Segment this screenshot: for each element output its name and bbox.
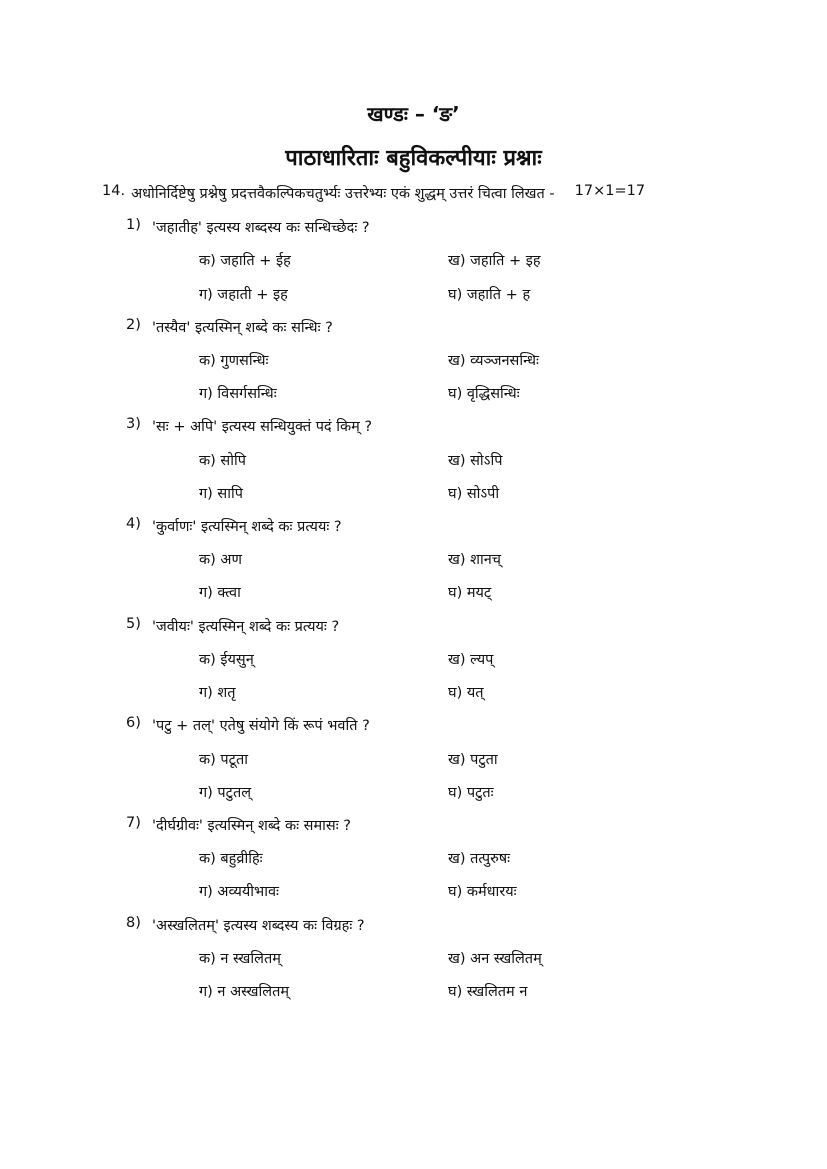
option-kha: ख) जहाति + इह (448, 253, 541, 269)
option-gha: घ) सोऽपी (448, 486, 500, 502)
option-gha: घ) स्खलितम न (448, 984, 528, 1000)
option-ga: ग) न अस्खलितम् (199, 984, 290, 1000)
question-text: 'कुर्वाणः' इत्यस्मिन् शब्दे कः प्रत्ययः ? (152, 519, 342, 535)
section-subtitle: पाठाधारिताः बहुविकल्पीयाः प्रश्नाः (285, 146, 542, 171)
instruction-number: 14. (102, 183, 126, 199)
option-ka: क) ईयसुन् (199, 652, 254, 668)
option-gha: घ) कर्मधारयः (448, 884, 517, 900)
instruction-text: अधोनिर्दिष्टेषु प्रश्नेषु प्रदत्तवैकल्पिकचतुर्भ्यः उत्तरेभ्यः एकं शुद्धम् उत्तरं चित्वा लिखत - (131, 186, 555, 202)
question-text: 'अस्खलितम्' इत्यस्य शब्दस्य कः विग्रहः ? (152, 918, 365, 934)
question-text: 'जवीयः' इत्यस्मिन् शब्दे कः प्रत्ययः ? (152, 619, 340, 635)
option-ga: ग) जहाती + इह (199, 287, 288, 303)
question-text-line (126, 416, 372, 436)
option-kha: ख) अन स्खलितम् (448, 951, 542, 967)
question-text: 'सः + अपि' इत्यस्य सन्धियुक्तं पदं किम् ? (152, 419, 373, 435)
option-kha: ख) व्यञ्जनसन्धिः (448, 353, 539, 369)
option-ka: क) जहाति + ईह (199, 253, 291, 269)
option-ka: क) गुणसन्धिः (199, 353, 269, 369)
option-kha: ख) सोऽपि (448, 453, 503, 469)
option-ka: क) अण (199, 552, 242, 568)
question-instruction (102, 183, 742, 203)
question-text-line (126, 915, 365, 935)
question-number: 3) (126, 416, 141, 432)
instruction-marks: 17×1=17 (574, 183, 646, 199)
option-ka: क) सोपि (199, 453, 246, 469)
question-text-line (126, 815, 351, 835)
question-text: 'तस्यैव' इत्यस्मिन् शब्दे कः सन्धिः ? (152, 320, 333, 336)
question-text-line (126, 715, 370, 735)
option-gha: घ) यत् (448, 685, 484, 701)
option-kha: ख) तत्पुरुषः (448, 851, 511, 867)
question-text-line (126, 217, 370, 237)
option-ga: ग) विसर्गसन्धिः (199, 386, 277, 402)
question-text: 'जहातीह' इत्यस्य शब्दस्य कः सन्धिच्छेदः ? (152, 220, 370, 236)
question-number: 4) (126, 516, 141, 532)
question-number: 7) (126, 815, 141, 831)
option-ga: ग) अव्ययीभावः (199, 884, 279, 900)
option-ga: ग) पटुतल् (199, 785, 252, 801)
option-gha: घ) जहाति + ह (448, 287, 531, 303)
option-ga: ग) क्त्वा (199, 585, 241, 601)
option-ga: ग) सापि (199, 486, 243, 502)
option-ka: क) न स्खलितम् (199, 951, 281, 967)
option-kha: ख) पटुता (448, 752, 498, 768)
question-number: 1) (126, 217, 141, 233)
question-number: 2) (126, 317, 141, 333)
option-gha: घ) वृद्धिसन्धिः (448, 386, 520, 402)
option-gha: घ) मयट् (448, 585, 492, 601)
option-ga: ग) शतृ (199, 685, 236, 701)
option-kha: ख) शानच् (448, 552, 501, 568)
question-text-line (126, 516, 342, 536)
question-text-line (126, 616, 339, 636)
question-number: 8) (126, 915, 141, 931)
option-ka: क) बहुव्रीहिः (199, 851, 263, 867)
option-ka: क) पटूता (199, 752, 248, 768)
section-title: खण्डः – ‘ङ’ (367, 102, 460, 126)
question-text: 'पटु + तल्' एतेषु संयोगे किं रूपं भवति ? (152, 718, 370, 734)
question-text: 'दीर्घग्रीवः' इत्यस्मिन् शब्दे कः समासः ? (152, 818, 351, 834)
question-text-line (126, 317, 333, 337)
question-number: 5) (126, 616, 141, 632)
question-number: 6) (126, 715, 141, 731)
option-kha: ख) ल्यप् (448, 652, 494, 668)
option-gha: घ) पटुतः (448, 785, 494, 801)
